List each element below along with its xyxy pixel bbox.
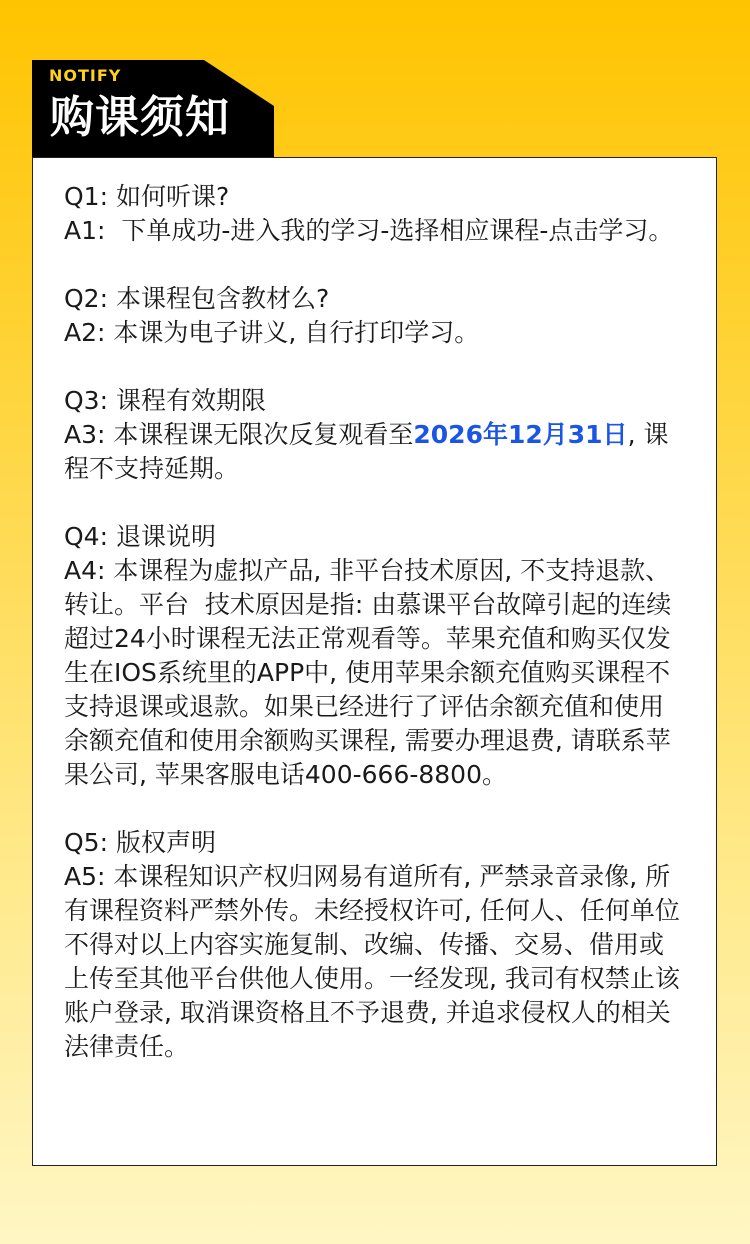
faq-answer-2: A2: 本课为电子讲义, 自行打印学习。 [64,318,480,347]
faq-answer-4: A4: 本课程为虚拟产品, 非平台技术原因, 不支持退款、转让。平台 技术原因是指: 由慕课平台故障引起的连续超过24小时课程无法正常观看等。苹果充值和购买仅发生在IOS系统里的APP中, 使用苹果余额充值购买课程不支持退课或退款。如果已经进行了评估余额充值和使用余额充值和使用余额购买课程, 需要办理退费, 请联系苹果公司, 苹果客服电话400-666-8800。 [64,556,672,789]
faq-answer-1: A1: 下单成功-进入我的学习-选择相应课程-点击学习。 [64,216,674,245]
faq-question-3: Q3: 课程有效期限 [64,386,266,415]
faq-question-5: Q5: 版权声明 [64,828,216,857]
faq-answer-3-suffix: , 课程不支持延期。 [64,420,669,483]
faq-item-3 [64,384,682,486]
faq-answer-3 [64,418,682,486]
faq-question-2: Q2: 本课程包含教材么? [64,284,330,313]
expiry-date: 2026年12月31日 [413,420,628,449]
faq-question-4: Q4: 退课说明 [64,522,216,551]
notify-tag: NOTIFY [49,66,122,85]
faq-card [32,157,717,1166]
faq-list [64,180,682,1098]
faq-answer-5: A5: 本课程知识产权归网易有道所有, 严禁录音录像, 所有课程资料严禁外传。未经授权许可, 任何人、任何单位不得对以上内容实施复制、改编、传播、交易、借用或上传至其他平台供他人使用。一经发现, 我司有权禁止该账户登录, 取消课资格且不予退费, 并追求侵权人的相关法律责任。 [64,862,680,1061]
faq-item-5 [64,826,682,1064]
faq-item-4 [64,520,682,792]
faq-question-1: Q1: 如何听课? [64,182,230,211]
page-title: 购课须知 [50,92,230,143]
faq-answer-3-prefix: A3: 本课程课无限次反复观看至 [64,420,414,449]
faq-item-1 [64,180,682,248]
faq-item-2 [64,282,682,350]
